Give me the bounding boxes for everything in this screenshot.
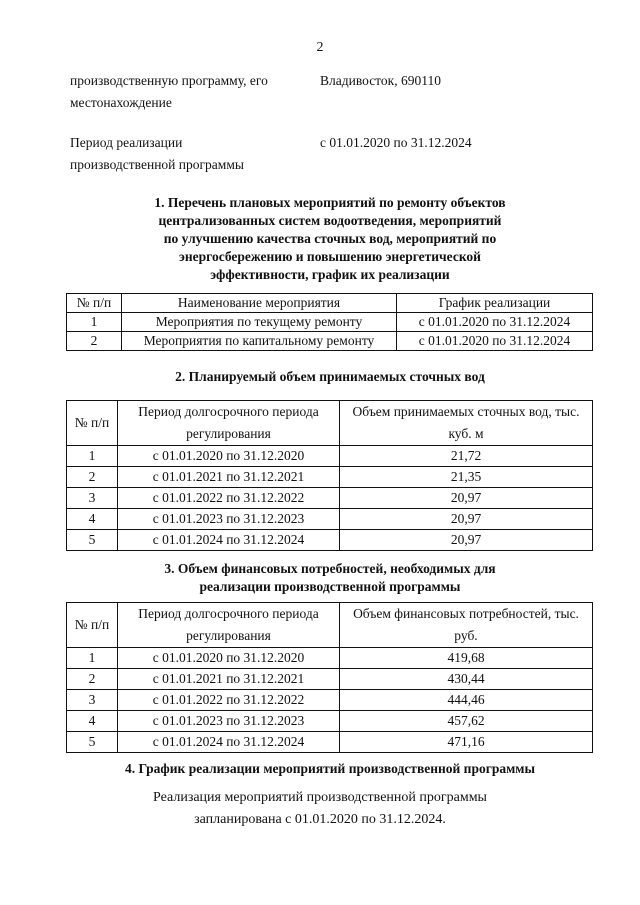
section2-title: 2. Планируемый объем принимаемых сточных вод: [175, 369, 485, 384]
info-label: [70, 132, 310, 176]
table-cell: с 01.01.2020 по 31.12.2020: [118, 446, 340, 467]
table-cell: 2: [67, 669, 118, 690]
table-row: [67, 332, 593, 351]
table-row: [67, 732, 593, 753]
table-row: [67, 711, 593, 732]
table-cell: с 01.01.2022 по 31.12.2022: [118, 690, 340, 711]
header-cell: № п/п: [67, 603, 118, 648]
section3-title-line: 3. Объем финансовых потребностей, необходимых для: [164, 561, 496, 576]
table-cell: 20,97: [340, 488, 593, 509]
table-cell: 430,44: [340, 669, 593, 690]
page-number: 2: [316, 40, 324, 55]
table-cell: с 01.01.2020 по 31.12.2024: [397, 313, 593, 332]
info-row-location: [0, 70, 640, 114]
table-cell: 21,35: [340, 467, 593, 488]
table-cell: 419,68: [340, 648, 593, 669]
header-cell: График реализации: [397, 294, 593, 313]
section3-title-line: реализации производственной программы: [199, 579, 461, 594]
table-row: [67, 669, 593, 690]
table-cell: 2: [67, 467, 118, 488]
table-row: [67, 488, 593, 509]
table-cell: с 01.01.2024 по 31.12.2024: [118, 530, 340, 551]
table-cell: 444,46: [340, 690, 593, 711]
table-cell: с 01.01.2023 по 31.12.2023: [118, 509, 340, 530]
table-cell: с 01.01.2020 по 31.12.2020: [118, 648, 340, 669]
table-row: [67, 467, 593, 488]
section2-table: [66, 400, 593, 551]
header-cell: № п/п: [67, 294, 122, 313]
section1-title-line: по улучшению качества сточных вод, мероприятий по: [163, 231, 497, 246]
table-cell: 457,62: [340, 711, 593, 732]
table-cell: 1: [67, 446, 118, 467]
table-header-row: [67, 294, 593, 313]
table-cell: Мероприятия по текущему ремонту: [122, 313, 397, 332]
table-cell: 21,72: [340, 446, 593, 467]
table-cell: 1: [67, 648, 118, 669]
table-cell: 20,97: [340, 530, 593, 551]
table-cell: с 01.01.2022 по 31.12.2022: [118, 488, 340, 509]
table-row: [67, 313, 593, 332]
table-cell: 3: [67, 488, 118, 509]
table-cell: 4: [67, 711, 118, 732]
header-cell: Период долгосрочного периода регулирования: [118, 603, 340, 648]
table-row: [67, 509, 593, 530]
section4-text-line: запланирована с 01.01.2020 по 31.12.2024.: [194, 812, 446, 827]
section3-table: [66, 602, 593, 753]
header-cell: Объем принимаемых сточных вод, тыс. куб. м: [340, 401, 593, 446]
table-cell: 4: [67, 509, 118, 530]
table-cell: 5: [67, 732, 118, 753]
table-cell: с 01.01.2023 по 31.12.2023: [118, 711, 340, 732]
table-cell: Мероприятия по капитальному ремонту: [122, 332, 397, 351]
table-row: [67, 530, 593, 551]
table-cell: с 01.01.2021 по 31.12.2021: [118, 669, 340, 690]
info-row-period: [0, 132, 640, 176]
info-label-line: производственной программы: [70, 157, 244, 172]
info-label-line: Период реализации: [70, 135, 183, 150]
section1-title-line: эффективности, график их реализации: [210, 267, 450, 282]
table-row: [67, 446, 593, 467]
section3-title: [60, 560, 600, 596]
table-cell: 1: [67, 313, 122, 332]
table-cell: с 01.01.2021 по 31.12.2021: [118, 467, 340, 488]
header-cell: Объем финансовых потребностей, тыс. руб.: [340, 603, 593, 648]
info-label: [70, 70, 310, 114]
header-cell: Наименование мероприятия: [122, 294, 397, 313]
table-cell: 20,97: [340, 509, 593, 530]
table-cell: с 01.01.2020 по 31.12.2024: [397, 332, 593, 351]
info-value: с 01.01.2020 по 31.12.2024: [320, 135, 472, 150]
table-cell: 3: [67, 690, 118, 711]
header-cell: Период долгосрочного периода регулирования: [118, 401, 340, 446]
table-cell: 2: [67, 332, 122, 351]
section1-title: [60, 194, 600, 284]
section4-title: 4. График реализации мероприятий производственной программы: [124, 761, 536, 776]
table-cell: 5: [67, 530, 118, 551]
section1-table: [66, 293, 593, 351]
section1-title-line: централизованных систем водоотведения, мероприятий: [158, 213, 502, 228]
info-value: Владивосток, 690110: [320, 73, 441, 88]
section1-title-line: энергосбережению и повышению энергетической: [179, 249, 481, 264]
table-header-row: [67, 603, 593, 648]
section4-text-line: Реализация мероприятий производственной программы: [153, 790, 487, 805]
table-row: [67, 648, 593, 669]
section4-text: [0, 787, 640, 831]
table-cell: 471,16: [340, 732, 593, 753]
table-cell: с 01.01.2024 по 31.12.2024: [118, 732, 340, 753]
table-row: [67, 690, 593, 711]
section1-title-line: 1. Перечень плановых мероприятий по ремонту объектов: [154, 195, 506, 210]
info-label-line: производственную программу, его: [70, 73, 268, 88]
table-header-row: [67, 401, 593, 446]
header-cell: № п/п: [67, 401, 118, 446]
info-label-line: местонахождение: [70, 95, 172, 110]
